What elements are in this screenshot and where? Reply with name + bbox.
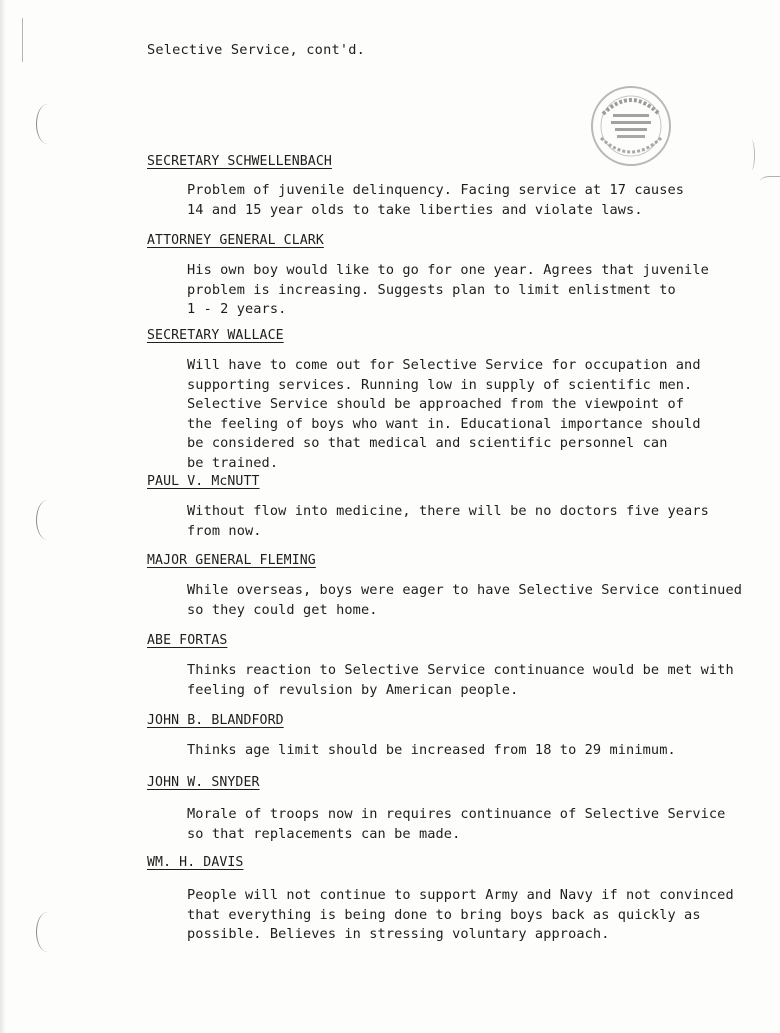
speaker-name: WM. H. DAVIS <box>147 855 244 870</box>
speaker-name: ATTORNEY GENERAL CLARK <box>147 233 324 248</box>
scan-mark <box>760 176 780 187</box>
speaker-remark: His own boy would like to go for one year. Agrees that juvenile problem is increasing. Suggests plan to limit enlistment to 1 - 2 years. <box>187 262 709 317</box>
speaker-name: JOHN W. SNYDER <box>147 775 260 790</box>
speaker-name: PAUL V. McNUTT <box>147 474 260 489</box>
punch-hole <box>36 104 59 144</box>
speaker-remark: Without flow into medicine, there will be no doctors five years from now. <box>187 503 709 539</box>
speaker-name: SECRETARY WALLACE <box>147 328 284 343</box>
speaker-name: JOHN B. BLANDFORD <box>147 713 284 728</box>
archive-stamp <box>589 84 673 168</box>
punch-hole <box>36 912 59 952</box>
speaker-name: SECRETARY SCHWELLENBACH <box>147 154 332 169</box>
speaker-remark: People will not continue to support Army and Navy if not convinced that everything is being done to bring boys back as quickly as possible. Believes in stressing voluntary approach. <box>187 887 734 942</box>
speaker-remark: Thinks reaction to Selective Service continuance would be met with feeling of revulsion by American people. <box>187 662 734 698</box>
speaker-remark: Will have to come out for Selective Service for occupation and supporting services. Running low in supply of scientific men. Selective Service should be approached from the viewpoint of the feeling of boys who want in. Educational importance should be considered so that medical and scientific personnel can be trained. <box>187 357 701 471</box>
speaker-remark: While overseas, boys were eager to have Selective Service continued so they could get home. <box>187 582 743 618</box>
scan-mark <box>748 140 755 170</box>
speaker-remark: Problem of juvenile delinquency. Facing service at 17 causes 14 and 15 year olds to take liberties and violate laws. <box>187 182 685 218</box>
punch-hole <box>36 500 59 540</box>
scan-mark <box>22 18 23 62</box>
speaker-remark: Morale of troops now in requires continuance of Selective Service so that replacements can be made. <box>187 806 726 842</box>
speaker-remark: Thinks age limit should be increased from 18 to 29 minimum. <box>187 742 676 758</box>
speaker-name: ABE FORTAS <box>147 633 228 648</box>
running-head: Selective Service, cont'd. <box>147 42 365 58</box>
speaker-name: MAJOR GENERAL FLEMING <box>147 553 316 568</box>
page-edge-shadow <box>0 0 6 1033</box>
